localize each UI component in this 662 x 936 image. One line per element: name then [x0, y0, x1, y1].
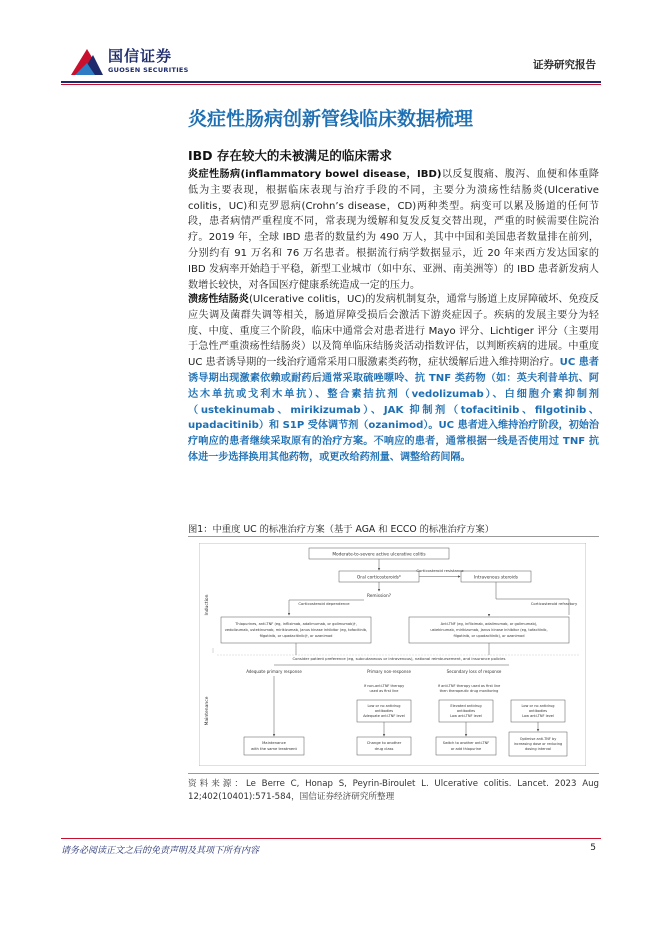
node-iv-steroids: Intravenous steroids [474, 575, 518, 581]
node-switch-line2: or add thiopurine [450, 747, 482, 751]
brand-name-en: GUOSEN SECURITIES [108, 66, 189, 74]
node-change-line1: Change to another [366, 741, 402, 745]
node-left-therapy-line1: Thiopurines, anti-TNF (eg, infliximab, adalimumab, or golimumab)†, [235, 622, 357, 626]
node-start: Moderate-to-severe active ulcerative colitis [332, 552, 426, 558]
branch-adequate: Adequate primary response [246, 669, 302, 674]
paragraph-lead-uc: 溃疡性结肠炎 [188, 294, 249, 305]
cond-tnf-line2: then therapeutic drug monitoring [439, 689, 499, 693]
node-elev-line1: Elevated antidrug [450, 704, 482, 708]
cond-non-tnf-line1: If non-anti-TNF therapy [363, 684, 405, 688]
figure-bottom-rule [188, 773, 599, 774]
node-low2-line3: Low anti-TNF level [522, 714, 554, 718]
disclaimer-note: 请务必阅读正文之后的免责声明及其项下所有内容 [61, 846, 260, 856]
node-right-therapy-line3: filgotinib, or upadacitinib), or ozanimod [453, 634, 525, 638]
node-maintenance-line1: Maintenance [262, 741, 286, 745]
figure-top-rule [188, 536, 599, 537]
report-type-label: 证券研究报告 [533, 59, 596, 71]
node-low1-line2: antibodies [374, 709, 394, 713]
branch-secondary-loss: Secondary loss of response [446, 669, 502, 674]
consider-note: Consider patient preference (eg, subcutaneous or intravenous), national reimbursement, and insurance policies [292, 656, 506, 661]
cond-non-tnf-line2: used as first line [369, 689, 399, 693]
cond-tnf-line1: If anti-TNF therapy used as first line [437, 684, 501, 688]
node-change-line2: drug class [374, 747, 394, 751]
edge-cs-dependence: Corticosteroid dependence [298, 601, 350, 606]
node-oral-steroids: Oral corticosteroids* [356, 575, 402, 581]
node-elev-line2: antibodies [456, 709, 476, 713]
paragraph-highlight: UC 患者诱导期出现激素依赖或耐药后通常采取硫唑嘌呤、抗 TNF 类药物（如：英夫利昔单抗、阿达木单抗或戈利木单抗）、整合素拮抗剂（vedolizumab）、白细胞介素抑制剂（ustekinumab、mirikizumab）、JAK 抑制剂（tofacitinib、filgotinib、upadacitinib）和 S1P 受体调节剂（ozanimod）。UC 患者进入维持治疗阶段，初始治疗响应的患者继续采取原有的治疗方案。不响应的患者，通常根据一线是否使用过 TNF 抗体进一步选择换用其他药物，或更改给药剂量、调整给药间隔。 [188, 357, 599, 463]
phase-label-induction: Induction [205, 594, 210, 616]
node-low2-line1: Low or no antidrug [521, 704, 555, 708]
node-low1-line1: Low or no antidrug [367, 704, 401, 708]
node-left-therapy-line2: vedolizumab, ustekinumab, mirikizumab, Janus kinase inhibitor (eg, tofacitinib, [224, 628, 368, 632]
brand-name-cn: 国信证券 [108, 47, 173, 65]
node-remission: Remission? [366, 594, 392, 599]
edge-cs-refractory: Corticosteroid refractory [530, 601, 578, 606]
node-right-therapy-line2: ustekinumab, mirikizumab, Janus kinase inhibitor (eg, tofacitinib, [430, 628, 548, 632]
phase-label-maintenance: Maintenance [205, 696, 210, 726]
paragraph-body: 以反复腹痛、腹泻、血便和体重降低为主要表现，根据临床表现与治疗手段的不同，主要分为溃疡性结肠炎(Ulcerative colitis，UC)和克罗恩病(Crohn’s disease，CD)两种类型。病变可以累及肠道的任何节段，患者病情严重程度不同，常表现为缓解和复发反复交替出现，严重的时候需要住院治疗。2019 年，全球 IBD 患者的数量约为 490 万人，其中中国和美国患者数量排在前列，分别约有 91 万名和 76 万名患者。根据流行病学数据显示，近 20 年来西方发达国家的 IBD 发病率开始趋于平稳，新型工业城市（如中东、亚洲、南美洲等）的 IBD 患者新发病人数增长较快，对各国医疗健康系统造成一定的压力。 [188, 169, 599, 291]
paragraph-body: (Ulcerative colitis，UC)的发病机制复杂，通常与肠道上皮屏障破坏、免疫反应失调及菌群失调等相关，肠道屏障受损后会激活下游炎症因子。疾病的发展主要分为轻度、中度、重度三个阶段，临床中通常会对患者进行 Mayo 评分、Lichtiger 评分（主要用于急性严重溃疡性结肠炎）以及简单临床结肠炎活动指数评估，以判断疾病的进展。中重度 UC 患者诱导期的一线治疗通常采用口服激素类药物，症状缓解后进入维持期治疗。 [188, 294, 599, 369]
node-left-therapy-line3: filgotinib, or upadacitinib)†, or ozanimod [259, 634, 333, 638]
edge-cs-resistance: Corticosteroid resistance [416, 568, 464, 573]
page-title: 炎症性肠病创新管线临床数据梳理 [188, 108, 474, 130]
node-optimise-line3: dosing interval [524, 747, 552, 751]
node-optimise-line1: Optimise anti-TNF by [519, 737, 557, 741]
guosen-logo-icon [69, 45, 105, 79]
figure-source: 资料来源：Le Berre C, Honap S, Peyrin-Biroulet L. Ulcerative colitis. Lancet. 2023 Aug 12;402(10401):571-584，国信证券经济研究所整理 [188, 779, 599, 802]
node-low2-line2: antibodies [528, 709, 548, 713]
treatment-flowchart [199, 543, 586, 766]
paragraph-lead-ibd: 炎症性肠病(inflammatory bowel disease，IBD) [188, 169, 442, 180]
node-elev-line3: Low anti-TNF level [450, 714, 482, 718]
paragraph-ibd-overview [188, 167, 599, 293]
node-right-therapy-line1: Anti-TNF (eg, infliximab, adalimumab, or golimumab), [440, 622, 538, 626]
branch-primary-non-response: Primary non-response [367, 669, 411, 674]
footer-divider [61, 838, 601, 839]
node-maintenance-line2: with the same treatment [251, 747, 297, 751]
paragraph-uc-treatment [188, 292, 599, 466]
node-optimise-line2: increasing dose or reducing [513, 742, 563, 746]
page-number: 5 [590, 843, 596, 853]
header-divider [61, 81, 601, 83]
section-heading: IBD 存在较大的未被满足的临床需求 [188, 148, 392, 163]
header-divider-accent [61, 84, 601, 85]
node-switch-line1: Switch to another anti-TNF [442, 741, 490, 745]
figure-caption: 图1：中重度 UC 的标准治疗方案（基于 AGA 和 ECCO 的标准治疗方案） [188, 524, 495, 535]
node-low1-line3: Adequate anti-TNF level [363, 714, 405, 718]
